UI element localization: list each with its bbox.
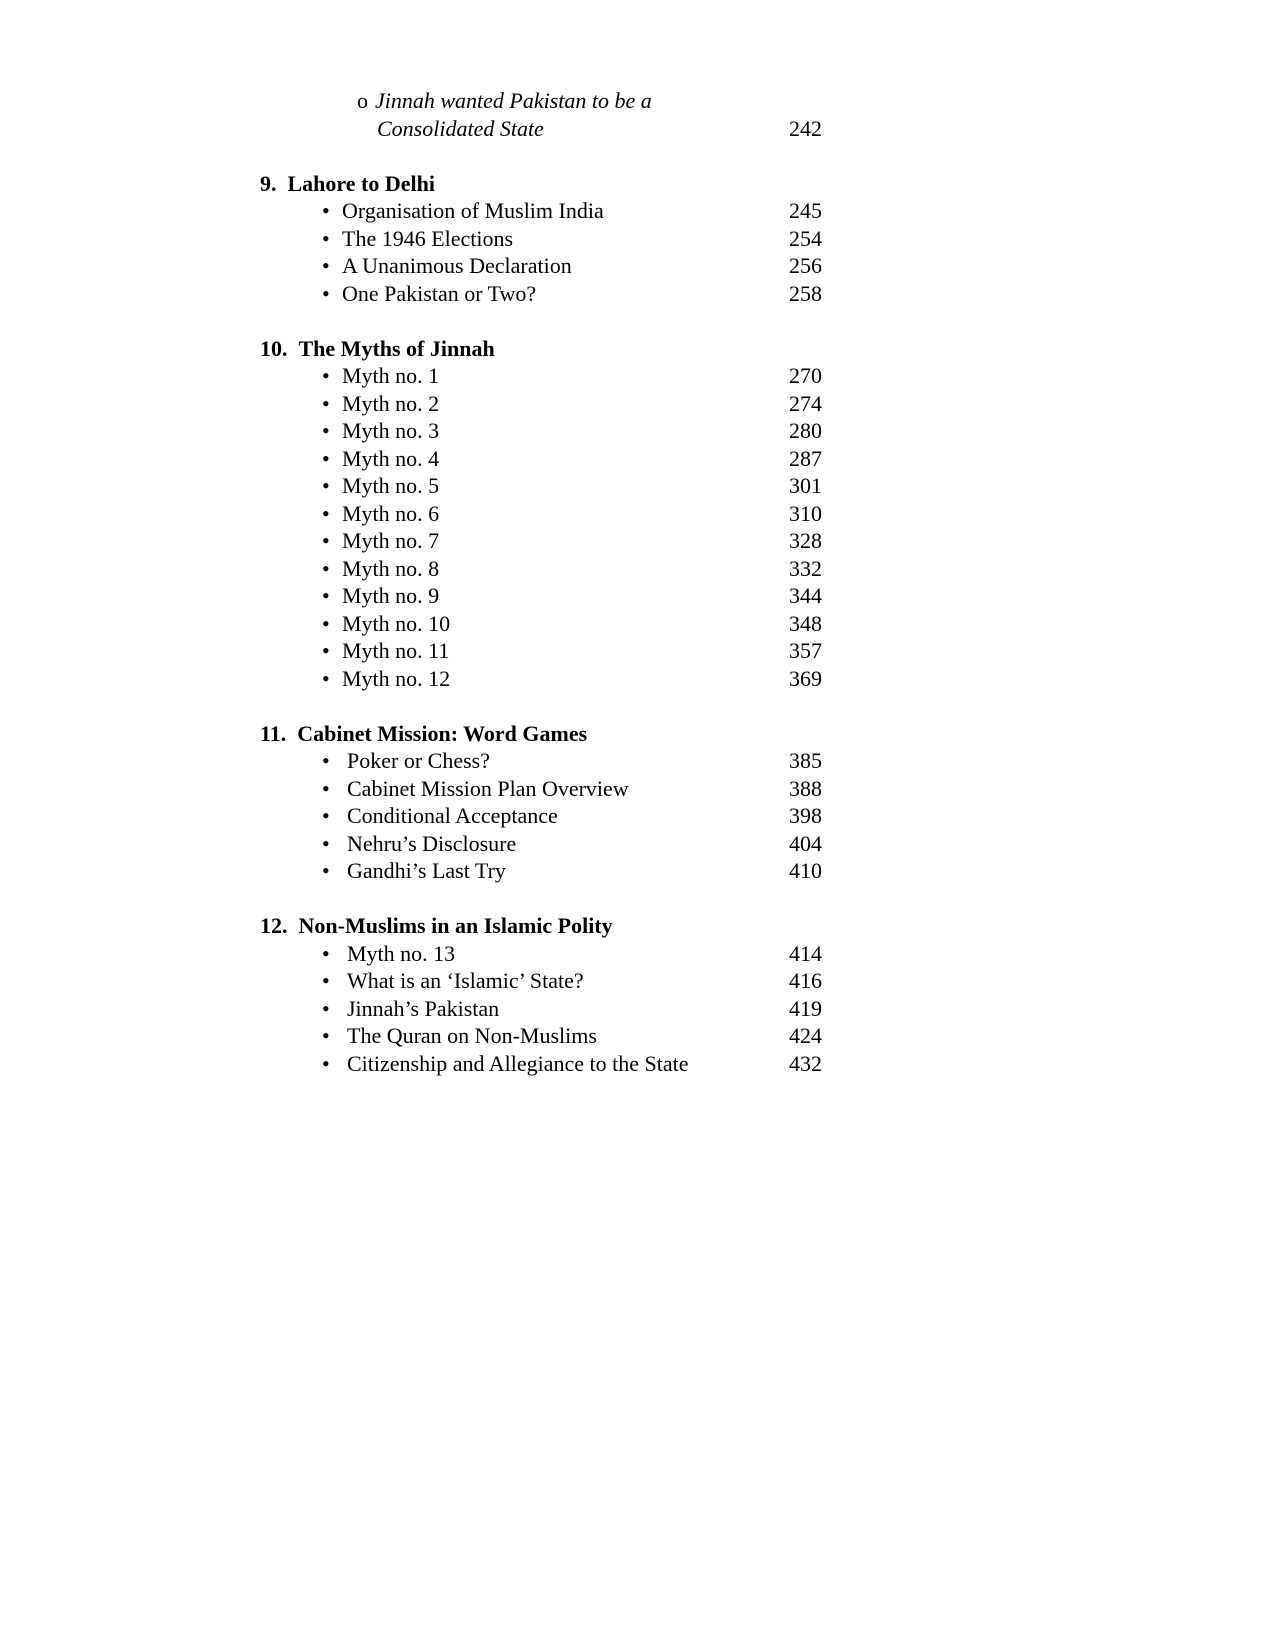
bullet-icon: • xyxy=(322,858,330,883)
bullet-icon: • xyxy=(322,665,330,691)
toc-item xyxy=(0,665,822,693)
toc-section xyxy=(0,170,822,308)
bullet-icon: • xyxy=(322,198,330,223)
bullet-icon: • xyxy=(322,1023,330,1048)
toc-item xyxy=(0,1050,822,1078)
section-heading xyxy=(0,720,822,748)
bullet-icon: • xyxy=(322,555,330,581)
page-number: 332 xyxy=(789,555,822,581)
section-title: Cabinet Mission: Word Games xyxy=(297,720,588,746)
bullet-icon: • xyxy=(322,473,330,498)
page-number: 344 xyxy=(789,583,822,608)
page-number: 369 xyxy=(789,665,822,691)
section-number: 10. xyxy=(260,335,288,361)
toc-item xyxy=(0,225,822,253)
section-heading xyxy=(0,170,822,198)
bullet-icon: • xyxy=(322,528,330,553)
toc-item xyxy=(0,280,822,308)
circle-bullet-icon: o xyxy=(357,88,368,113)
toc-item-label: Myth no. 10 xyxy=(342,610,451,636)
bullet-icon: • xyxy=(322,225,330,251)
bullet-icon: • xyxy=(322,583,330,608)
page-number: 348 xyxy=(789,610,822,636)
bullet-icon: • xyxy=(322,995,330,1021)
carryover-text-line2: Consolidated State xyxy=(377,115,544,141)
bullet-icon: • xyxy=(322,1050,330,1076)
toc-item xyxy=(0,500,822,528)
toc-item xyxy=(0,362,822,390)
section-title: The Myths of Jinnah xyxy=(298,335,495,361)
toc-item xyxy=(0,252,822,280)
toc-item-label: Nehru’s Disclosure xyxy=(347,830,517,856)
page-number: 258 xyxy=(789,280,822,306)
toc-item xyxy=(0,610,822,638)
section-title: Lahore to Delhi xyxy=(287,170,435,196)
bullet-icon: • xyxy=(322,363,330,388)
bullet-icon: • xyxy=(322,830,330,856)
bullet-icon: • xyxy=(322,968,330,993)
toc-item xyxy=(0,527,822,555)
page-number: 280 xyxy=(789,418,822,443)
toc-item-label: Myth no. 9 xyxy=(342,583,440,608)
toc-item-label: Gandhi’s Last Try xyxy=(347,858,506,883)
bullet-icon: • xyxy=(322,390,330,416)
page-number: 301 xyxy=(789,473,822,498)
page-number: 245 xyxy=(789,198,822,223)
toc-item-label: Myth no. 8 xyxy=(342,555,440,581)
page-number: 432 xyxy=(789,1050,822,1076)
page-number: 416 xyxy=(789,968,822,993)
bullet-icon: • xyxy=(322,638,330,663)
page-number: 310 xyxy=(789,500,822,526)
toc-item xyxy=(0,637,822,665)
page-number: 388 xyxy=(789,775,822,801)
toc-item-label: Myth no. 13 xyxy=(347,940,456,966)
carryover-line1 xyxy=(0,87,822,115)
page-number: 287 xyxy=(789,445,822,471)
page-number: 242 xyxy=(789,115,822,141)
page-number: 424 xyxy=(789,1023,822,1048)
bullet-icon: • xyxy=(322,500,330,526)
toc-item-label: The Quran on Non-Muslims xyxy=(347,1023,597,1048)
bullet-icon: • xyxy=(322,940,330,966)
bullet-icon: • xyxy=(322,445,330,471)
toc-item-label: Citizenship and Allegiance to the State xyxy=(347,1050,689,1076)
page-number: 254 xyxy=(789,225,822,251)
bullet-icon: • xyxy=(322,803,330,828)
bullet-icon: • xyxy=(322,253,330,278)
toc-section xyxy=(0,335,822,693)
bullet-icon: • xyxy=(322,775,330,801)
toc-section xyxy=(0,912,822,1077)
toc-item-label: Myth no. 5 xyxy=(342,473,440,498)
section-heading xyxy=(0,912,822,940)
section-number: 12. xyxy=(260,913,288,938)
toc-item-label: Myth no. 11 xyxy=(342,638,450,663)
page-number: 419 xyxy=(789,995,822,1021)
page-number: 385 xyxy=(789,748,822,773)
page-number: 414 xyxy=(789,940,822,966)
page-number: 357 xyxy=(789,638,822,663)
section-number: 11. xyxy=(260,720,287,746)
bullet-icon: • xyxy=(322,748,330,773)
toc-sections xyxy=(0,170,822,1078)
toc-item xyxy=(0,197,822,225)
bullet-icon: • xyxy=(322,418,330,443)
page-number: 274 xyxy=(789,390,822,416)
section-title: Non-Muslims in an Islamic Polity xyxy=(298,913,613,938)
toc-item-label: What is an ‘Islamic’ State? xyxy=(347,968,584,993)
toc-item xyxy=(0,417,822,445)
toc-item-label: Jinnah’s Pakistan xyxy=(347,995,500,1021)
toc-content xyxy=(0,87,822,1077)
toc-item xyxy=(0,445,822,473)
toc-item xyxy=(0,830,822,858)
toc-item-label: Myth no. 1 xyxy=(342,363,440,388)
bullet-icon: • xyxy=(322,280,330,306)
toc-item-label: The 1946 Elections xyxy=(342,225,514,251)
page-number: 398 xyxy=(789,803,822,828)
page-number: 410 xyxy=(789,858,822,883)
toc-item xyxy=(0,967,822,995)
bullet-icon: • xyxy=(322,610,330,636)
toc-item-label: A Unanimous Declaration xyxy=(342,253,572,278)
page-number: 256 xyxy=(789,253,822,278)
toc-item xyxy=(0,802,822,830)
toc-item-label: Organisation of Muslim India xyxy=(342,198,604,223)
toc-item-label: Cabinet Mission Plan Overview xyxy=(347,775,629,801)
toc-item xyxy=(0,995,822,1023)
toc-item xyxy=(0,940,822,968)
toc-item-label: One Pakistan or Two? xyxy=(342,280,537,306)
toc-item-label: Conditional Acceptance xyxy=(347,803,558,828)
toc-item-label: Myth no. 7 xyxy=(342,528,440,553)
carryover-line2 xyxy=(0,115,822,143)
section-heading xyxy=(0,335,822,363)
page-number: 270 xyxy=(789,363,822,388)
toc-item-label: Myth no. 3 xyxy=(342,418,440,443)
carryover-entry xyxy=(0,87,822,142)
toc-item xyxy=(0,390,822,418)
carryover-text-line1: Jinnah wanted Pakistan to be a xyxy=(375,88,652,113)
toc-item xyxy=(0,857,822,885)
toc-item-label: Poker or Chess? xyxy=(347,748,490,773)
toc-item xyxy=(0,582,822,610)
toc-item xyxy=(0,472,822,500)
page-number: 404 xyxy=(789,830,822,856)
section-number: 9. xyxy=(260,170,277,196)
toc-item xyxy=(0,747,822,775)
toc-item xyxy=(0,775,822,803)
toc-item xyxy=(0,555,822,583)
toc-item-label: Myth no. 6 xyxy=(342,500,440,526)
toc-section xyxy=(0,720,822,885)
page-number: 328 xyxy=(789,528,822,553)
toc-item-label: Myth no. 2 xyxy=(342,390,440,416)
toc-item-label: Myth no. 4 xyxy=(342,445,440,471)
toc-item xyxy=(0,1022,822,1050)
toc-item-label: Myth no. 12 xyxy=(342,665,451,691)
